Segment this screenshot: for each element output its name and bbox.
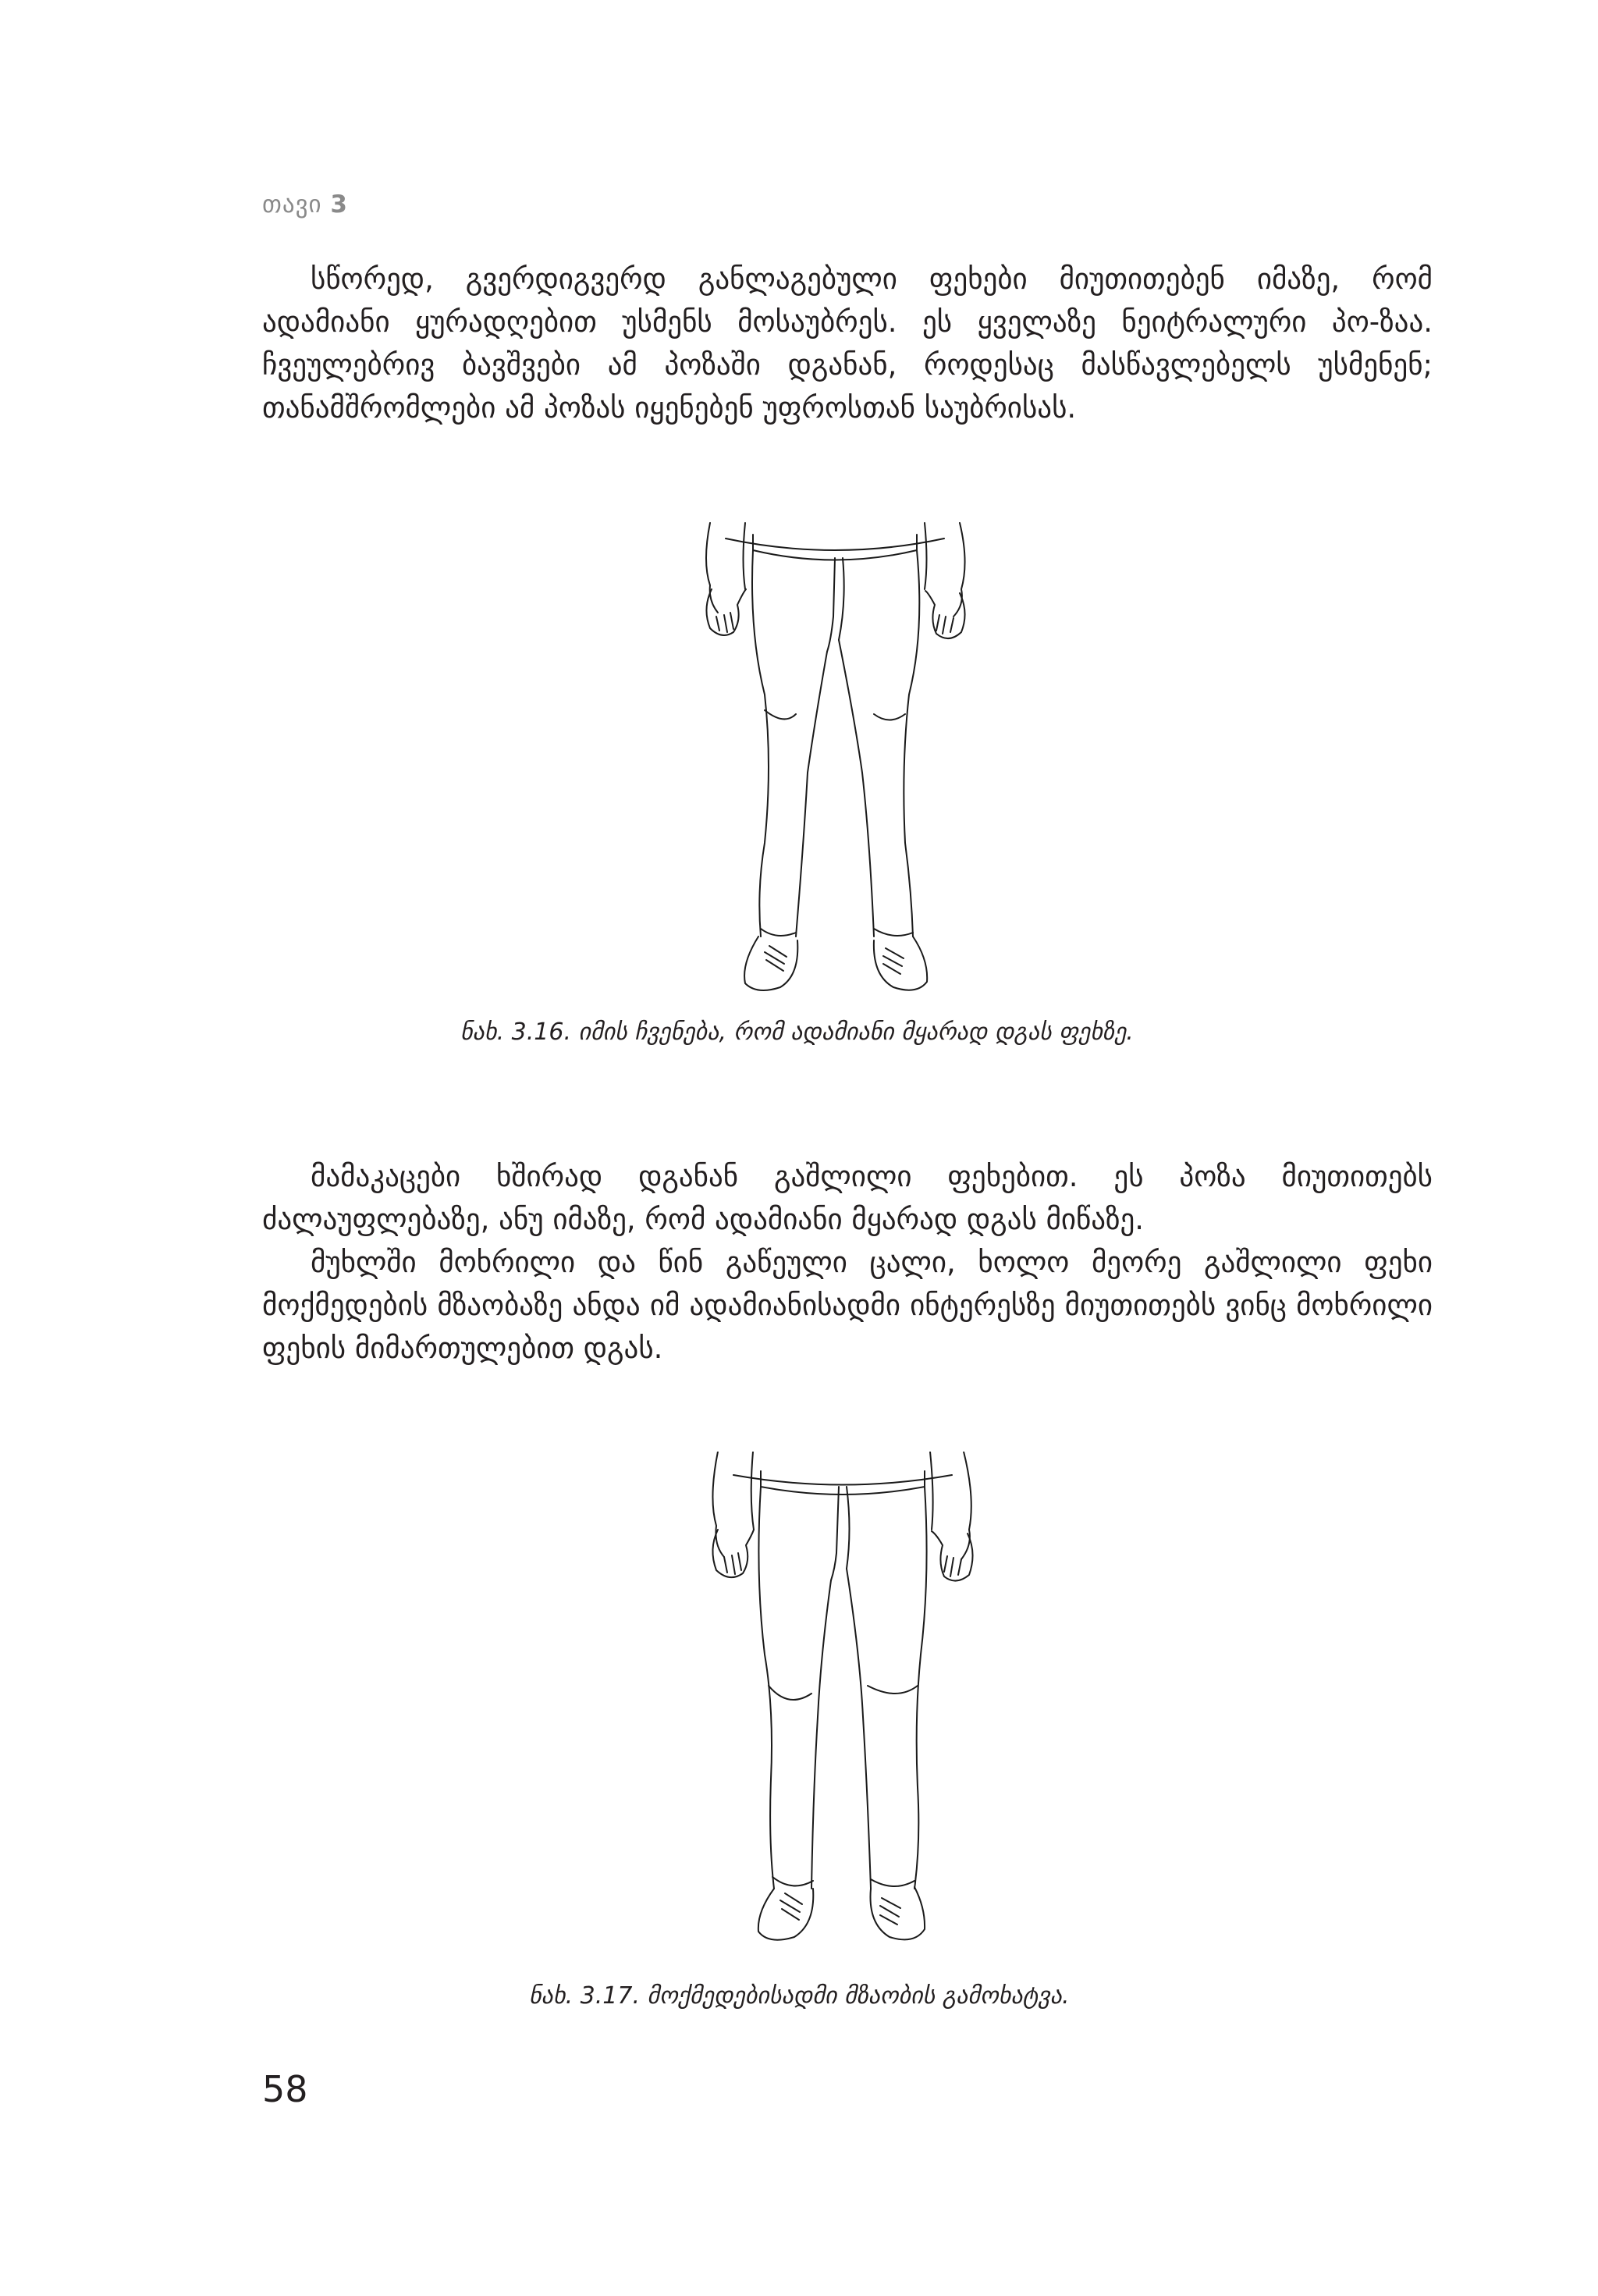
chapter-label: თავი <box>262 190 322 219</box>
figure-leg-forward <box>687 1452 999 1951</box>
leg-forward-illustration <box>687 1452 999 1951</box>
figure-3-16-caption <box>460 1018 1134 1046</box>
paragraph-3: მუხლში მოხრილი და წინ გაწეული ცალი, ხოლო მეორე გაშლილი ფეხი მოქმედების მზაობაზე ანდა იმ ადამიანისადმი ინტერესზე მიუთითებს ვინც მოხრილი ფეხის მიმართულებით დგას. <box>262 1246 1433 1365</box>
figure-3-17-text: მოქმედებისადმი მზაობის გამოხატვა. <box>647 1982 1070 2010</box>
figure-3-16-label: ნახ. 3.16. <box>460 1018 571 1046</box>
figure-3-17-caption <box>529 1982 1069 2010</box>
chapter-number: 3 <box>330 190 348 219</box>
running-head <box>262 190 348 219</box>
figure-3-16-text: იმის ჩვენება, რომ ადამიანი მყარად დგას ფეხზე. <box>578 1018 1134 1046</box>
paragraph-2: მამაკაცები ხშირად დგანან გაშლილი ფეხებით. ეს პოზა მიუთითებს ძალაუფლებაზე, ანუ იმაზე, რომ ადამიანი მყარად დგას მიწაზე. <box>262 1160 1433 1236</box>
figure-legs-apart <box>679 515 991 999</box>
figure-3-17-label: ნახ. 3.17. <box>529 1982 640 2010</box>
legs-apart-illustration <box>679 515 991 999</box>
page-number: 58 <box>262 2068 308 2110</box>
paragraph-1: სწორედ, გვერდიგვერდ განლაგებული ფეხები მიუთითებენ იმაზე, რომ ადამიანი ყურადღებით უსმენს მოსაუბრეს. ეს ყველაზე ნეიტრალური პო-ზაა. ჩვეულებრივ ბავშვები ამ პოზაში დგანან, როდესაც მასწავლებელს უსმენენ; თანამშრომლები ამ პოზას იყენებენ უფროსთან საუბრისას. <box>262 262 1433 425</box>
